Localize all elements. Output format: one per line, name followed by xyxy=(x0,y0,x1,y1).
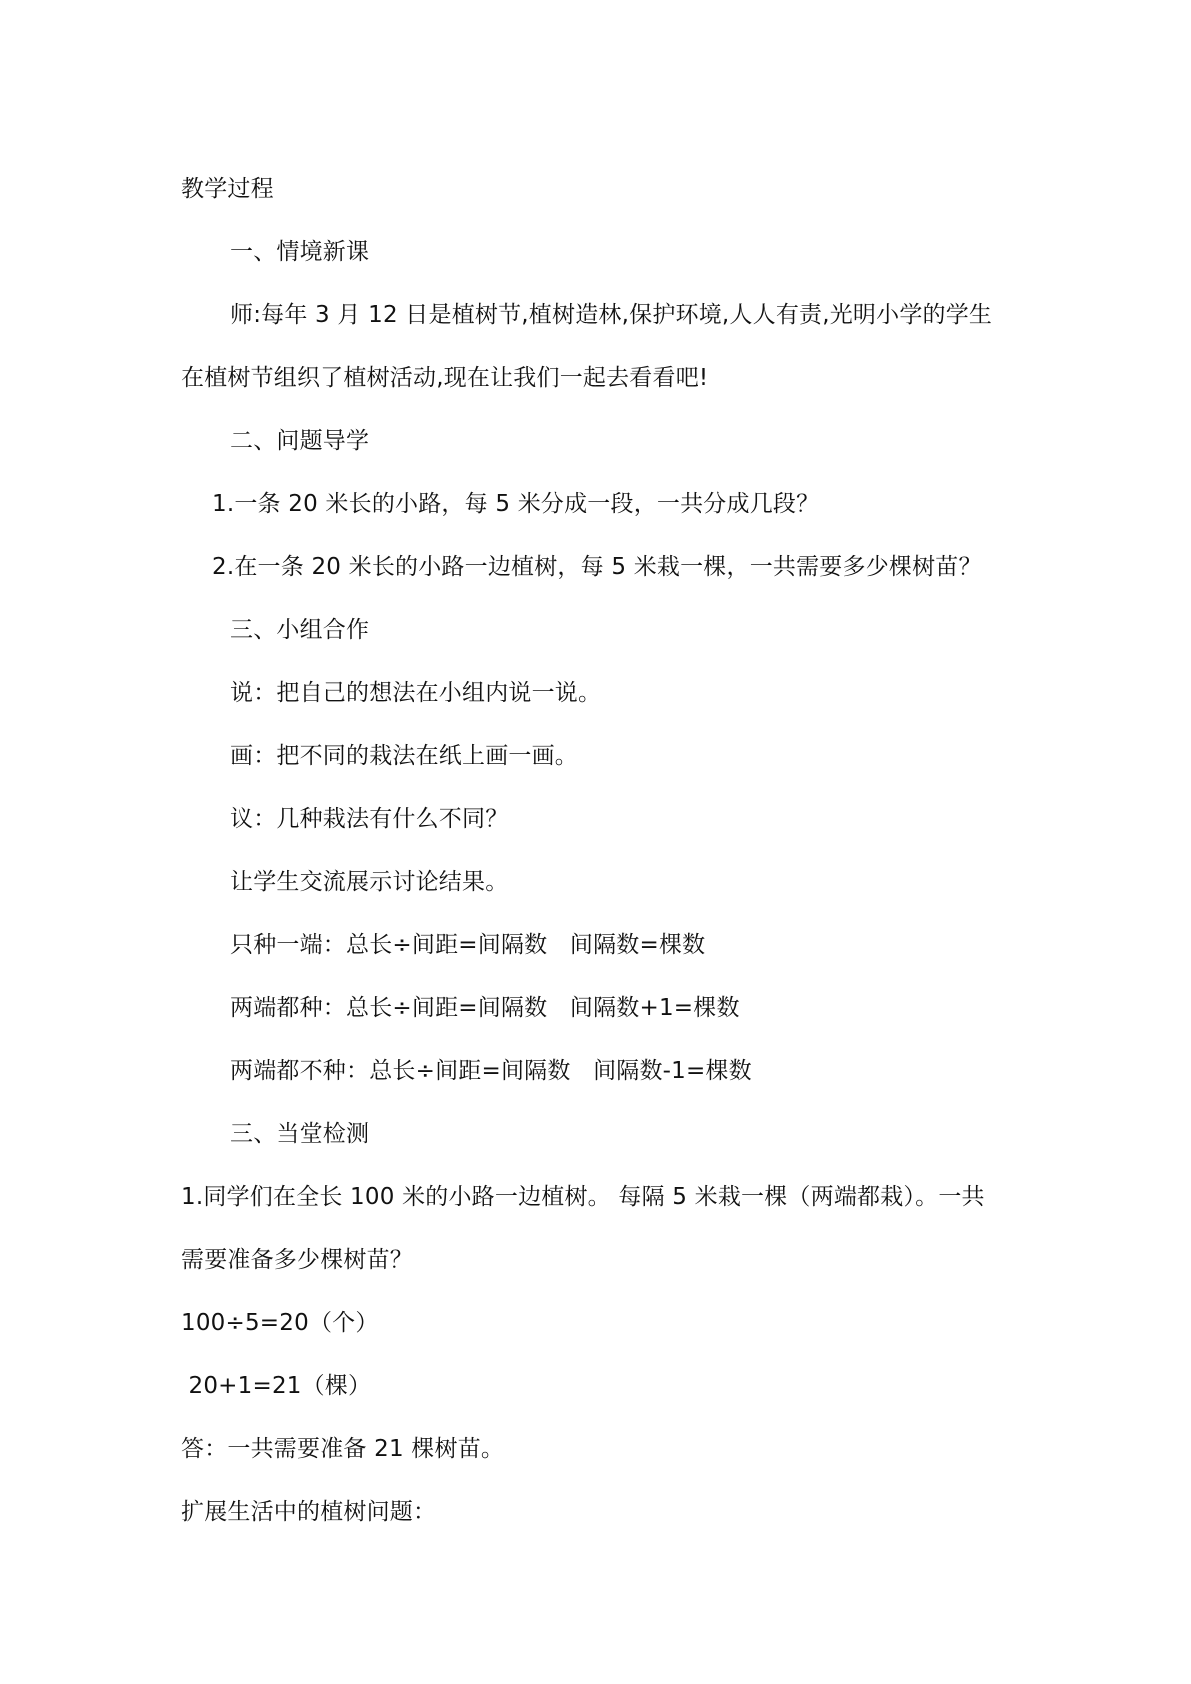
group-work-discuss: 议：几种栽法有什么不同？ xyxy=(230,806,509,832)
problem-line-2: 需要准备多少棵树苗？ xyxy=(181,1247,413,1273)
group-work-share: 让学生交流展示讨论结果。 xyxy=(230,869,509,895)
answer: 答：一共需要准备 21 棵树苗。 xyxy=(181,1436,505,1462)
calculation-2: 20+1=21（棵） xyxy=(181,1373,372,1399)
section-heading-guided-questions: 二、问题导学 xyxy=(230,428,370,454)
section-heading-group-work: 三、小组合作 xyxy=(230,617,370,643)
group-work-say: 说：把自己的想法在小组内说一说。 xyxy=(230,680,602,706)
rule-one-end: 只种一端：总长÷间距=间隔数 间隔数=棵数 xyxy=(230,932,706,958)
calculation-1: 100÷5=20（个） xyxy=(181,1310,379,1336)
section-heading-intro: 一、情境新课 xyxy=(230,239,370,265)
rule-both-ends: 两端都种：总长÷间距=间隔数 间隔数+1=棵数 xyxy=(230,995,740,1021)
document-title: 教学过程 xyxy=(181,176,274,202)
problem-line-1: 1.同学们在全长 100 米的小路一边植树。 每隔 5 米栽一棵（两端都栽）。一共 xyxy=(181,1184,985,1210)
extension-heading: 扩展生活中的植树问题： xyxy=(181,1499,437,1525)
intro-paragraph-line-1: 师:每年 3 月 12 日是植树节,植树造林,保护环境,人人有责,光明小学的学生 xyxy=(230,302,993,328)
section-heading-check: 三、当堂检测 xyxy=(230,1121,370,1147)
rule-no-ends: 两端都不种：总长÷间距=间隔数 间隔数-1=棵数 xyxy=(230,1058,752,1084)
group-work-draw: 画：把不同的栽法在纸上画一画。 xyxy=(230,743,578,769)
intro-paragraph-line-2: 在植树节组织了植树活动,现在让我们一起去看看吧! xyxy=(181,365,709,391)
question-1: 1.一条 20 米长的小路，每 5 米分成一段，一共分成几段？ xyxy=(212,491,820,517)
question-2: 2.在一条 20 米长的小路一边植树，每 5 米栽一棵，一共需要多少棵树苗？ xyxy=(212,554,982,580)
